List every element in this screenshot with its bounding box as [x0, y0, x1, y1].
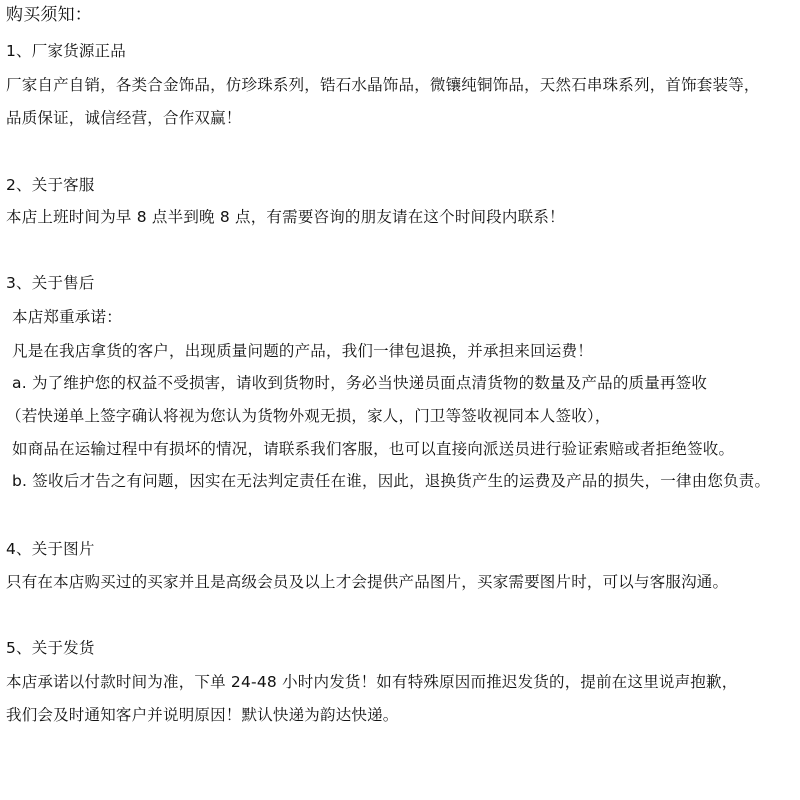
section-3-line-5: 如商品在运输过程中有损坏的情况，请联系我们客服，也可以直接向派送员进行验证索赔或者拒绝签收。 — [12, 440, 735, 458]
section-1-heading: 1、厂家货源正品 — [6, 42, 126, 60]
section-5-line-1: 本店承诺以付款时间为准，下单 24-48 小时内发货！如有特殊原因而推迟发货的，提前在这里说声抱歉， — [6, 673, 738, 691]
section-3-line-4: （若快递单上签字确认将视为您认为货物外观无损，家人，门卫等签收视同本人签收）， — [6, 407, 611, 425]
section-3-line-1: 本店郑重承诺： — [12, 308, 122, 326]
section-3-line-2: 凡是在我店拿货的客户，出现质量问题的产品，我们一律包退换，并承担来回运费！ — [12, 342, 593, 360]
section-2-line-1: 本店上班时间为早 8 点半到晚 8 点，有需要咨询的朋友请在这个时间段内联系！ — [6, 208, 565, 226]
section-1-line-1: 厂家自产自销，各类合金饰品，仿珍珠系列，锆石水晶饰品，微镶纯铜饰品，天然石串珠系列，首饰套装等， — [6, 76, 760, 94]
section-3-heading: 3、关于售后 — [6, 274, 95, 292]
section-5-heading: 5、关于发货 — [6, 639, 95, 657]
section-5-line-2: 我们会及时通知客户并说明原因！默认快递为韵达快递。 — [6, 706, 399, 724]
section-4-line-1: 只有在本店购买过的买家并且是高级会员及以上才会提供产品图片，买家需要图片时，可以与客服沟通。 — [6, 573, 729, 591]
section-3-line-6: b. 签收后才告之有问题，因实在无法判定责任在谁，因此，退换货产生的运费及产品的损失，一律由您负责。 — [12, 472, 771, 490]
section-4-heading: 4、关于图片 — [6, 540, 95, 558]
section-3-line-3: a. 为了维护您的权益不受损害，请收到货物时，务必当快递员面点清货物的数量及产品的质量再签收 — [12, 374, 708, 392]
document-title: 购买须知： — [6, 5, 92, 25]
section-1-line-2: 品质保证，诚信经营，合作双赢！ — [6, 109, 242, 127]
section-2-heading: 2、关于客服 — [6, 176, 95, 194]
